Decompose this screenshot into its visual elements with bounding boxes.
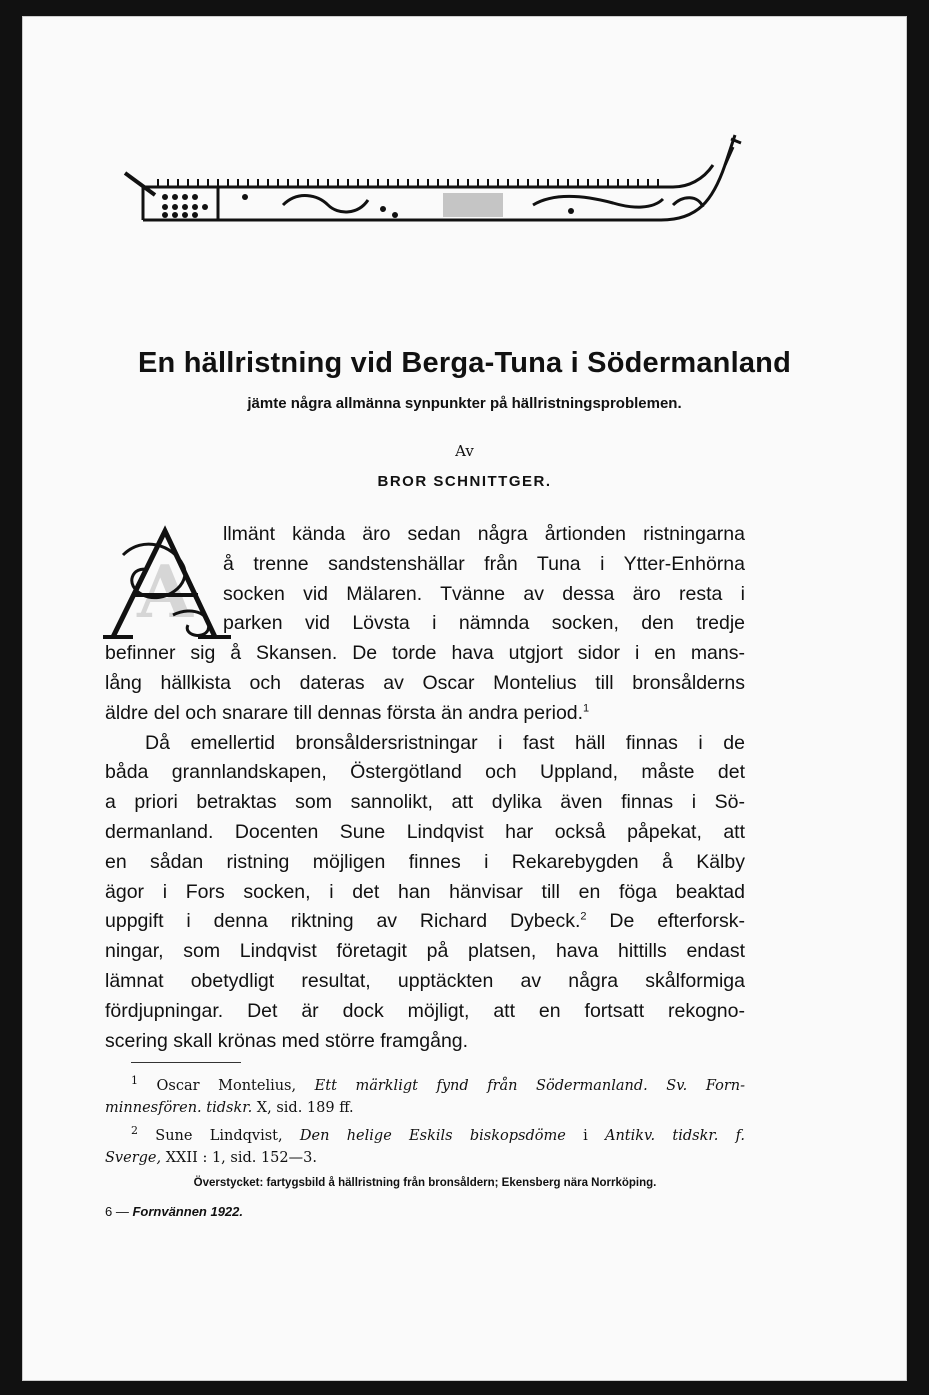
paragraph-1 (105, 520, 745, 1056)
text-line: ningar, som Lindqvist företagit på platsen, hava hittills endast (105, 940, 745, 963)
text-line: lämnat obetydligt resultat, upptäckten av några skålformiga (105, 969, 745, 992)
footnote-1: $^1$ Oscar Montelius, Ett märkligt fynd från Södermanland. Sv. Forn- minnesfören. tidskr. X, sid. 189 ff. (105, 1074, 746, 1116)
text-line: parken vid Lövsta i nämnda socken, den tredje (223, 612, 745, 635)
ornament-caption: Överstycket: fartygsbild å hällristning från bronsåldern; Ekensberg nära Norrköping. (193, 1177, 657, 1189)
by-label: Av (455, 442, 474, 460)
footnote-2: $^2$ Sune Lindqvist, Den helige Eskils biskopsdöme i Antikv. tidskr. f. Sverge, XXII : 1, sid. 152—3. (105, 1124, 746, 1166)
article-subtitle: jämte några allmänna synpunkter på hällristningsproblemen. (247, 395, 682, 412)
document-page (22, 16, 907, 1381)
text-line: llmänt kända äro sedan några årtionden ristningarna (223, 523, 745, 545)
text-line: socken vid Mälaren. Tvänne av dessa äro resta i (223, 582, 745, 605)
text-line: dermanland. Docenten Sune Lindqvist har också påpekat, att (105, 820, 745, 843)
page-signature: 6 — Fornvännen 1922. (105, 1204, 244, 1219)
author-name: BROR SCHNITTGER. (377, 473, 552, 490)
dropcap-letter: A (137, 549, 193, 634)
text-line: å trenne sandstenshällar från Tuna i Ytter-Enhörna (223, 552, 745, 575)
footnote-ref-1[interactable]: 1 (583, 702, 590, 715)
text-line: Då emellertid bronsåldersristningar i fast häll finnas i de (145, 731, 745, 754)
text-line: befinner sig å Skansen. De torde hava utgjort sidor i en mans- (105, 642, 745, 665)
article-title: En hällristning vid Berga-Tuna i Södermanland (138, 347, 791, 379)
footnote-divider (131, 1062, 241, 1063)
text-line: scering skall krönas med större framgång. (105, 1029, 469, 1052)
text-line: en sådan ristning möjligen finnes i Rekarebygden å Kälby (105, 850, 745, 873)
text-line: a priori betraktas som sannolikt, att dylika även finnas i Sö- (105, 791, 745, 814)
text-line: lång hällkista och dateras av Oscar Montelius till bronsålderns (105, 671, 745, 694)
text-line: ägor i Fors socken, i det han hänvisar till en föga beaktad (105, 880, 745, 903)
text-line: uppgift i denna riktning av Richard Dybeck.$^2$ De efterforsk- (105, 910, 745, 933)
footnote-ref-2[interactable]: 2 (580, 910, 587, 923)
text-line: fördjupningar. Det är dock möjligt, att en fortsatt rekogno- (105, 999, 745, 1022)
text-line: äldre del och snarare till dennas första än andra period.$^1$ (105, 701, 590, 724)
text-line: båda grannlandskapen, Östergötland och Uppland, måste det (105, 761, 745, 784)
ship-ornament (113, 125, 753, 235)
